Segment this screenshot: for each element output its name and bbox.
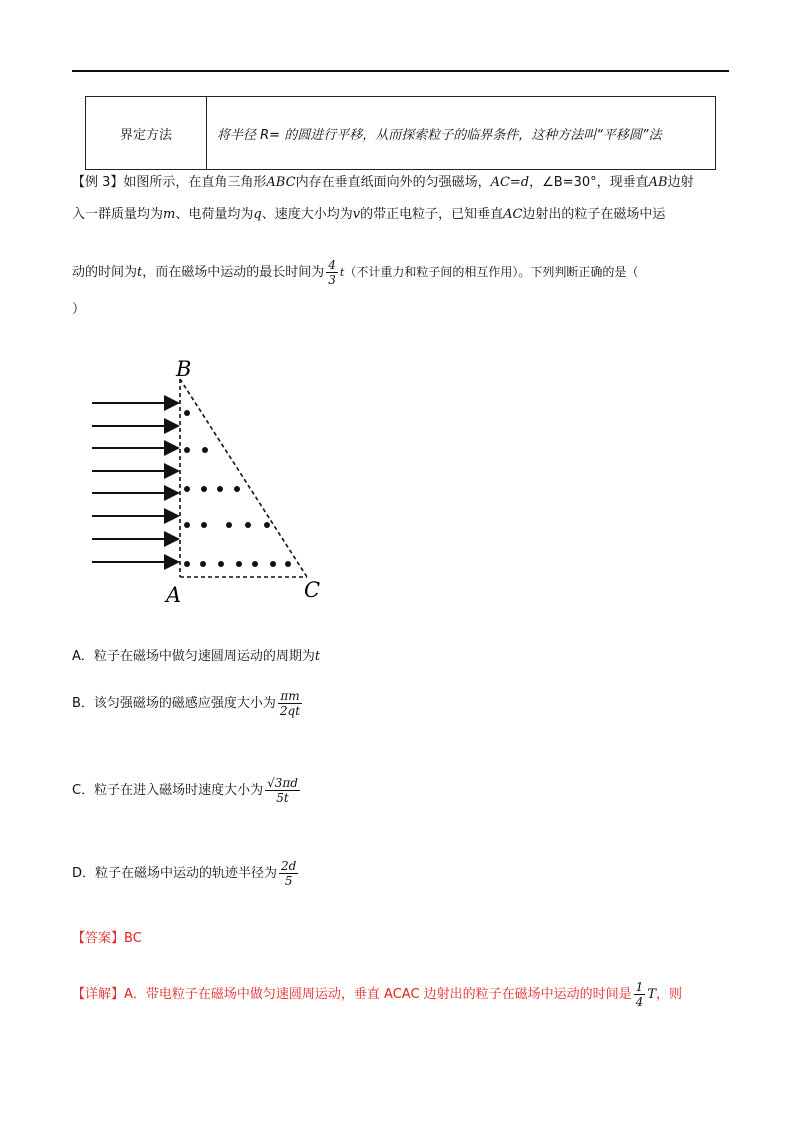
frac-den: 5t	[276, 791, 289, 805]
detail-tag: 【详解】	[72, 987, 125, 1002]
q-text: 边射出的粒子在磁场中运	[522, 207, 666, 222]
option-b-fraction	[278, 689, 302, 718]
option-a-text: A．粒子在磁场中做匀速圆周运动的周期为	[72, 649, 315, 664]
q-var: q	[253, 207, 262, 222]
table-content-cell: 将半径 R= 的圆进行平移，从而探索粒子的临界条件，这种方法叫“平移圆”法	[217, 127, 662, 143]
option-b[interactable]	[72, 689, 304, 718]
table-label-cell: 界定方法	[86, 97, 207, 169]
label-A: A	[166, 583, 182, 607]
q-text: 、速度大小均为	[261, 207, 353, 222]
frac-num: 2d	[281, 859, 297, 873]
q-var: t	[137, 265, 143, 280]
option-c-text: C．粒子在进入磁场时速度大小为	[72, 783, 264, 798]
detail-fraction	[634, 980, 646, 1009]
option-c[interactable]	[72, 776, 302, 805]
q-text: 内存在垂直纸面向外的匀强磁场，	[295, 175, 491, 190]
q-var: v	[352, 207, 361, 222]
frac-num: 4	[328, 258, 336, 272]
frac-num: πm	[280, 689, 300, 703]
detail-text: A．带电粒子在磁场中做匀速圆周运动，垂直 ACAC 边射出的粒子在磁场中运动的时间是	[124, 987, 632, 1002]
example-tag: 【例 3】	[72, 175, 124, 190]
detail-line	[72, 980, 682, 1009]
label-C: C	[304, 578, 321, 602]
option-d[interactable]	[72, 859, 300, 888]
field-arrows	[92, 403, 178, 562]
q-var: AC	[503, 207, 523, 222]
q-var: AB	[648, 175, 668, 190]
detail-tail: ，则	[655, 987, 682, 1002]
q-text: 入一群质量均为	[72, 207, 164, 222]
triangle-figure	[80, 352, 340, 612]
option-a-var: t	[314, 649, 321, 664]
q-text: 、电荷量均为	[175, 207, 254, 222]
q-var: ABC	[266, 175, 296, 190]
q-var: m	[163, 207, 176, 222]
q-text: （不计重力和粒子间的相互作用）。下列判断正确的是（	[344, 265, 639, 279]
q-text: ，而在磁场中运动的最长时间为	[142, 265, 325, 280]
q-text: 如图所示，在直角三角形	[123, 175, 267, 190]
detail-var: T	[647, 987, 656, 1002]
frac-num: 1	[635, 980, 644, 994]
question-line-4: ）	[72, 302, 86, 317]
answer-tag: 【答案】	[72, 931, 125, 946]
q-var: t	[339, 266, 345, 279]
option-a[interactable]	[72, 645, 320, 664]
option-d-fraction	[279, 859, 298, 888]
frac-den: 2qt	[279, 704, 301, 718]
q-var: AC=d	[490, 175, 530, 190]
method-table	[85, 96, 716, 170]
q-text: ，∠B=30°，现垂直	[529, 175, 649, 190]
triangle-outline	[180, 379, 307, 577]
question-line-3	[72, 258, 638, 287]
label-B: B	[176, 357, 192, 381]
q-text: 动的时间为	[72, 265, 138, 280]
frac-num: √3πd	[267, 776, 298, 790]
frac-den: 4	[635, 995, 644, 1009]
q-text: 边射	[667, 175, 694, 190]
answer-value: BC	[124, 931, 142, 946]
header-rule	[72, 70, 729, 72]
option-c-fraction	[265, 776, 300, 805]
option-b-text: B．该匀强磁场的磁感应强度大小为	[72, 696, 276, 711]
field-dots	[184, 410, 291, 567]
frac-den: 3	[328, 273, 336, 287]
question-line-1	[72, 173, 694, 193]
frac-den: 5	[284, 874, 293, 888]
q-text: 的带正电粒子，已知垂直	[360, 207, 504, 222]
answer-line	[72, 927, 142, 946]
option-d-text: D．粒子在磁场中运动的轨迹半径为	[72, 866, 278, 881]
fraction-4-3	[326, 258, 338, 287]
question-line-2	[72, 205, 665, 225]
